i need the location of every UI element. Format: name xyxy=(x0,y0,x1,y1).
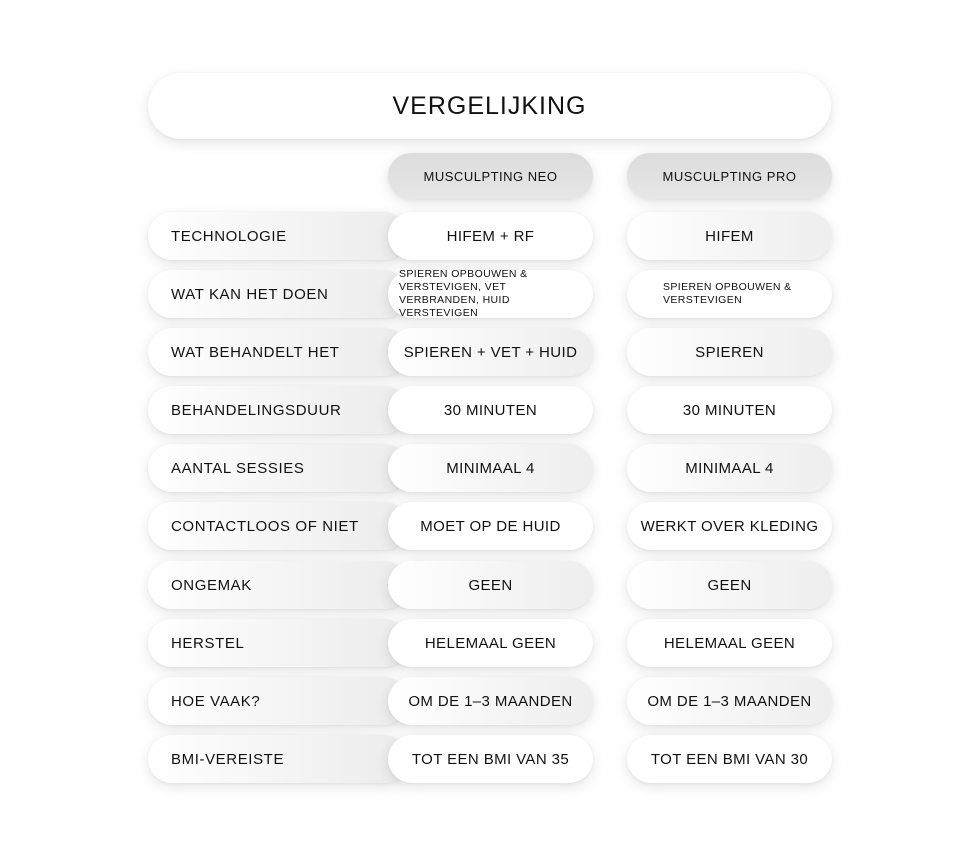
cell-neo-contactloos: MOET OP DE HUID xyxy=(388,502,593,550)
row-label-herstel: HERSTEL xyxy=(148,619,408,667)
cell-pro-bmi-vereiste: TOT EEN BMI VAN 30 xyxy=(627,735,832,783)
cell-pro-ongemak: GEEN xyxy=(627,561,832,609)
cell-pro-aantal-sessies: MINIMAAL 4 xyxy=(627,444,832,492)
row-label-bmi-vereiste: BMI-VEREISTE xyxy=(148,735,408,783)
cell-neo-bmi-vereiste: TOT EEN BMI VAN 35 xyxy=(388,735,593,783)
cell-neo-technologie: HIFEM + RF xyxy=(388,212,593,260)
row-label-technologie: TECHNOLOGIE xyxy=(148,212,408,260)
row-label-wat-behandelt-het: WAT BEHANDELT HET xyxy=(148,328,408,376)
row-label-ongemak: ONGEMAK xyxy=(148,561,408,609)
cell-neo-hoe-vaak: OM DE 1–3 MAANDEN xyxy=(388,677,593,725)
row-label-contactloos: CONTACTLOOS OF NIET xyxy=(148,502,408,550)
cell-neo-ongemak: GEEN xyxy=(388,561,593,609)
cell-pro-wat-behandelt-het: SPIEREN xyxy=(627,328,832,376)
cell-pro-wat-kan-het-doen: SPIEREN OPBOUWEN & VERSTEVIGEN xyxy=(627,270,832,318)
cell-neo-aantal-sessies: MINIMAAL 4 xyxy=(388,444,593,492)
cell-pro-herstel: HELEMAAL GEEN xyxy=(627,619,832,667)
row-label-wat-kan-het-doen: WAT KAN HET DOEN xyxy=(148,270,408,318)
page-title: VERGELIJKING xyxy=(392,91,587,120)
cell-pro-behandelingsduur: 30 MINUTEN xyxy=(627,386,832,434)
cell-neo-wat-kan-het-doen: SPIEREN OPBOUWEN & VERSTEVIGEN, VET VERBRANDEN, HUID VERSTEVIGEN xyxy=(388,270,593,318)
row-label-aantal-sessies: AANTAL SESSIES xyxy=(148,444,408,492)
column-header-pro: MUSCULPTING PRO xyxy=(627,153,832,199)
cell-pro-contactloos: WERKT OVER KLEDING xyxy=(627,502,832,550)
column-header-neo: MUSCULPTING NEO xyxy=(388,153,593,199)
cell-neo-wat-behandelt-het: SPIEREN + VET + HUID xyxy=(388,328,593,376)
cell-pro-technologie: HIFEM xyxy=(627,212,832,260)
row-label-hoe-vaak: HOE VAAK? xyxy=(148,677,408,725)
row-label-behandelingsduur: BEHANDELINGSDUUR xyxy=(148,386,408,434)
cell-neo-herstel: HELEMAAL GEEN xyxy=(388,619,593,667)
cell-neo-behandelingsduur: 30 MINUTEN xyxy=(388,386,593,434)
title-banner xyxy=(148,73,831,139)
cell-pro-hoe-vaak: OM DE 1–3 MAANDEN xyxy=(627,677,832,725)
